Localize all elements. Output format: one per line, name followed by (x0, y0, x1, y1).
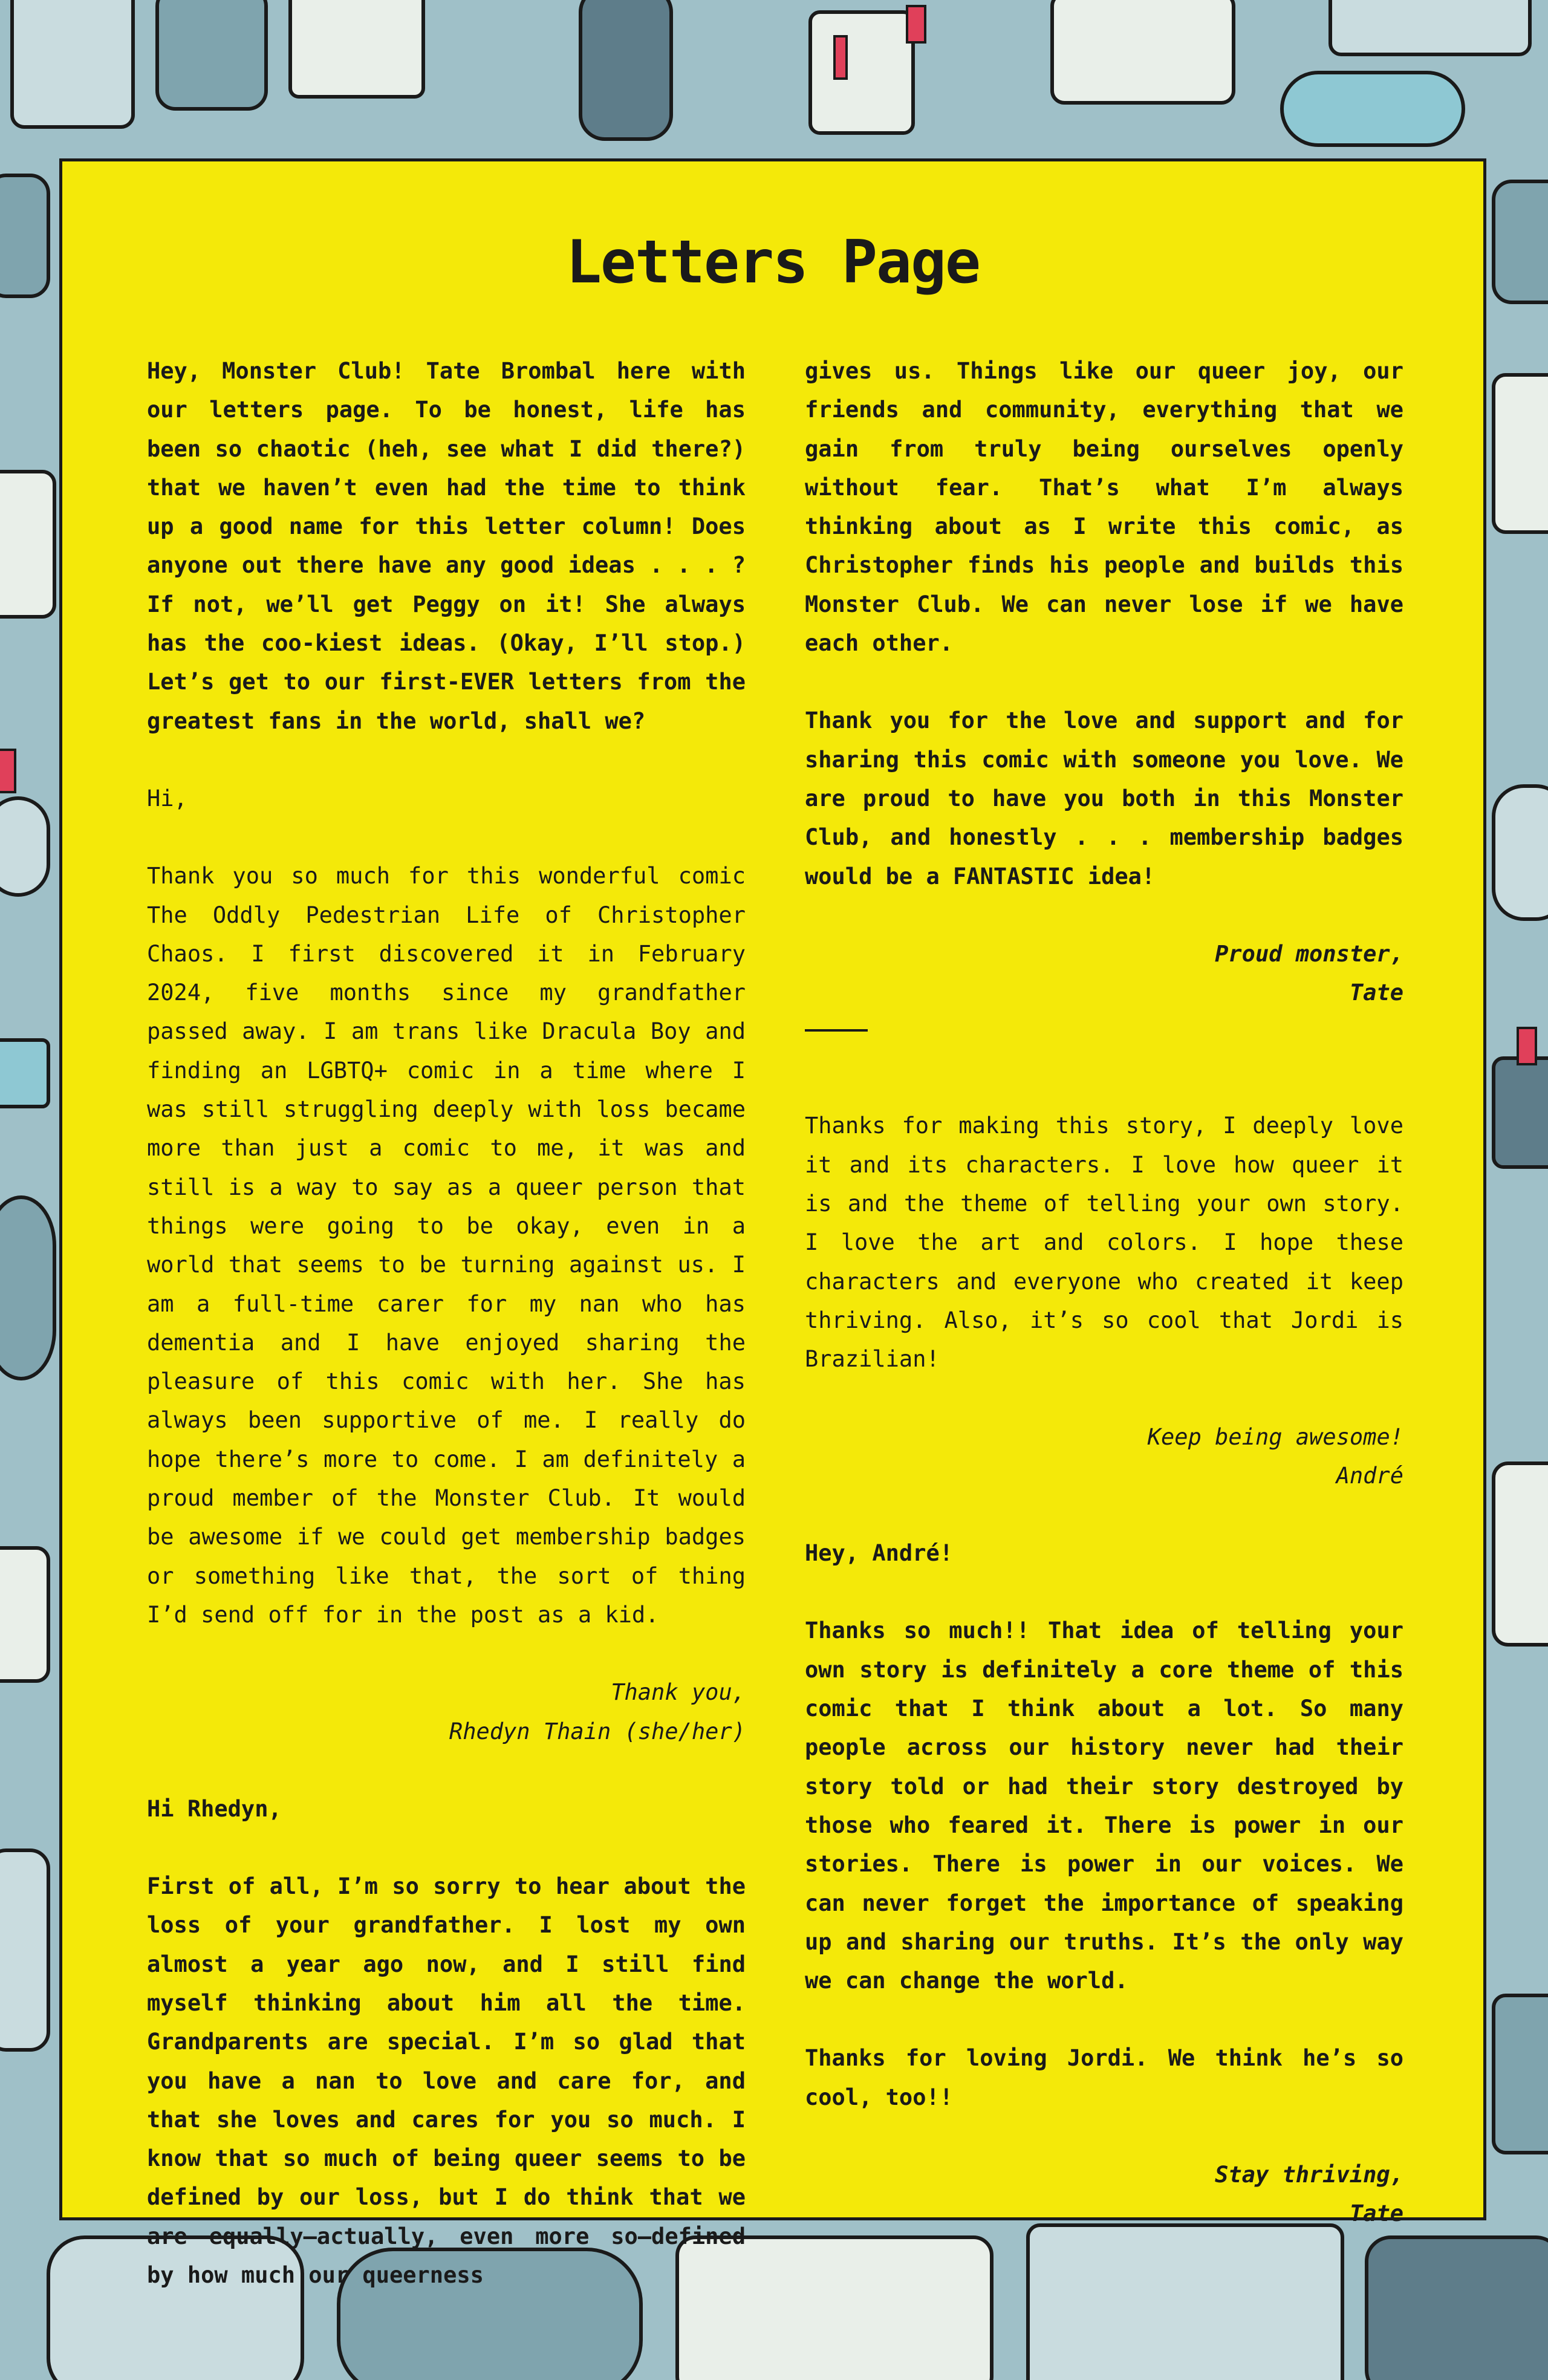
letter2-body: Thanks for making this story, I deeply love it and its characters. I love how queer it is and the theme of telling your own story. I love the art and colors. I hope these characters and everyone who created it keep thriving. Also, it’s so cool that Jordi is Brazilian! (805, 1113, 1403, 1373)
reply1-greeting: Hi Rhedyn, (147, 1795, 282, 1822)
letter1-name: Rhedyn Thain (she/her) (449, 1718, 746, 1744)
letter1-body: Thank you so much for this wonderful comic The Oddly Pedestrian Life of Christopher Chaos. I first discovered it in February 2024, five months since my grandfather passed away. I am trans like Dracula Boy and finding an LGBTQ+ comic in a time where I was still struggling deeply with loss became more than just a comic to me, it was and still is a way to say as a queer person that things were going to be okay, even in a world that seems to be turning against us. I am a full-time carer for my nan who has dementia and I have enjoyed sharing the pleasure of this comic with her. She has always been supportive of me. I really do hope there’s more to come. I am definitely a proud member of the Monster Club. It would be awesome if we could get membership badges or something like that, the sort of thing I’d send off for in the post as a kid. (147, 863, 746, 1628)
reply1-continued: gives us. Things like our queer joy, our friends and community, everything that we gain from truly being ourselves openly without fear. That’s what I’m always thinking about as I write this comic, as Christopher finds his people and builds this Monster Club. We can never lose if we have each other. (805, 358, 1403, 657)
letters-panel (59, 158, 1486, 2289)
reply1-name: Tate (1349, 980, 1403, 1006)
reply2-greeting: Hey, André! (805, 1540, 954, 1567)
reply1-signoff: Proud monster, (1215, 940, 1403, 967)
reply2-body: Thanks so much!! That idea of telling your own story is definitely a core theme of this comic that I think about a lot. So many people across our history never had their story told or had their story destroyed by those who feared it. There is power in our stories. There is power in our voices. We can never forget the importance of speaking up and sharing our truths. It’s the only way we can change the world. (805, 1618, 1403, 1994)
letter1-greeting: Hi, (147, 785, 187, 811)
reply1-body: First of all, I’m so sorry to hear about the loss of your grandfather. I lost my own almost a year ago now, and I still find myself thinking about him all the time. Grandparents are special. I’m so glad that you have a nan to love and care for, and that she loves and cares for you so much. I know that so much of being queer seems to be defined by our loss, but I do think that we are equally—actually, even more so—defined by how much our queerness (147, 1873, 746, 2289)
letter1-signoff: Thank you, (611, 1679, 746, 1706)
right-column (805, 352, 1403, 2234)
reply2-body-2: Thanks for loving Jordi. We think he’s so cool, too!! (805, 2045, 1403, 2110)
section-divider (805, 1029, 868, 1032)
letter2-name: André (1336, 1462, 1403, 1489)
left-column (147, 352, 746, 2333)
editor-intro: Hey, Monster Club! Tate Brombal here with our letters page. To be honest, life has been so chaotic (heh, see what I did there?) that we haven’t even had the time to think up a good name for this letter column! Does anyone out there have any good ideas . . . ? If not, we’ll get Peggy on it! She always has the coo-kiest ideas. (Okay, I’ll stop.) Let’s get to our first-EVER letters from the greatest fans in the world, shall we? (147, 358, 746, 734)
reply2-name: Tate (1349, 2200, 1403, 2227)
reply2-signoff: Stay thriving, (1215, 2161, 1403, 2188)
letter2-signoff: Keep being awesome! (1147, 1423, 1403, 1450)
reply1-continued-2: Thank you for the love and support and for sharing this comic with someone you love. We are proud to have you both in this Monster Club, and honestly . . . membership badges would be a FANTASTIC idea! (805, 707, 1403, 889)
page-title: Letters Page (565, 228, 980, 297)
